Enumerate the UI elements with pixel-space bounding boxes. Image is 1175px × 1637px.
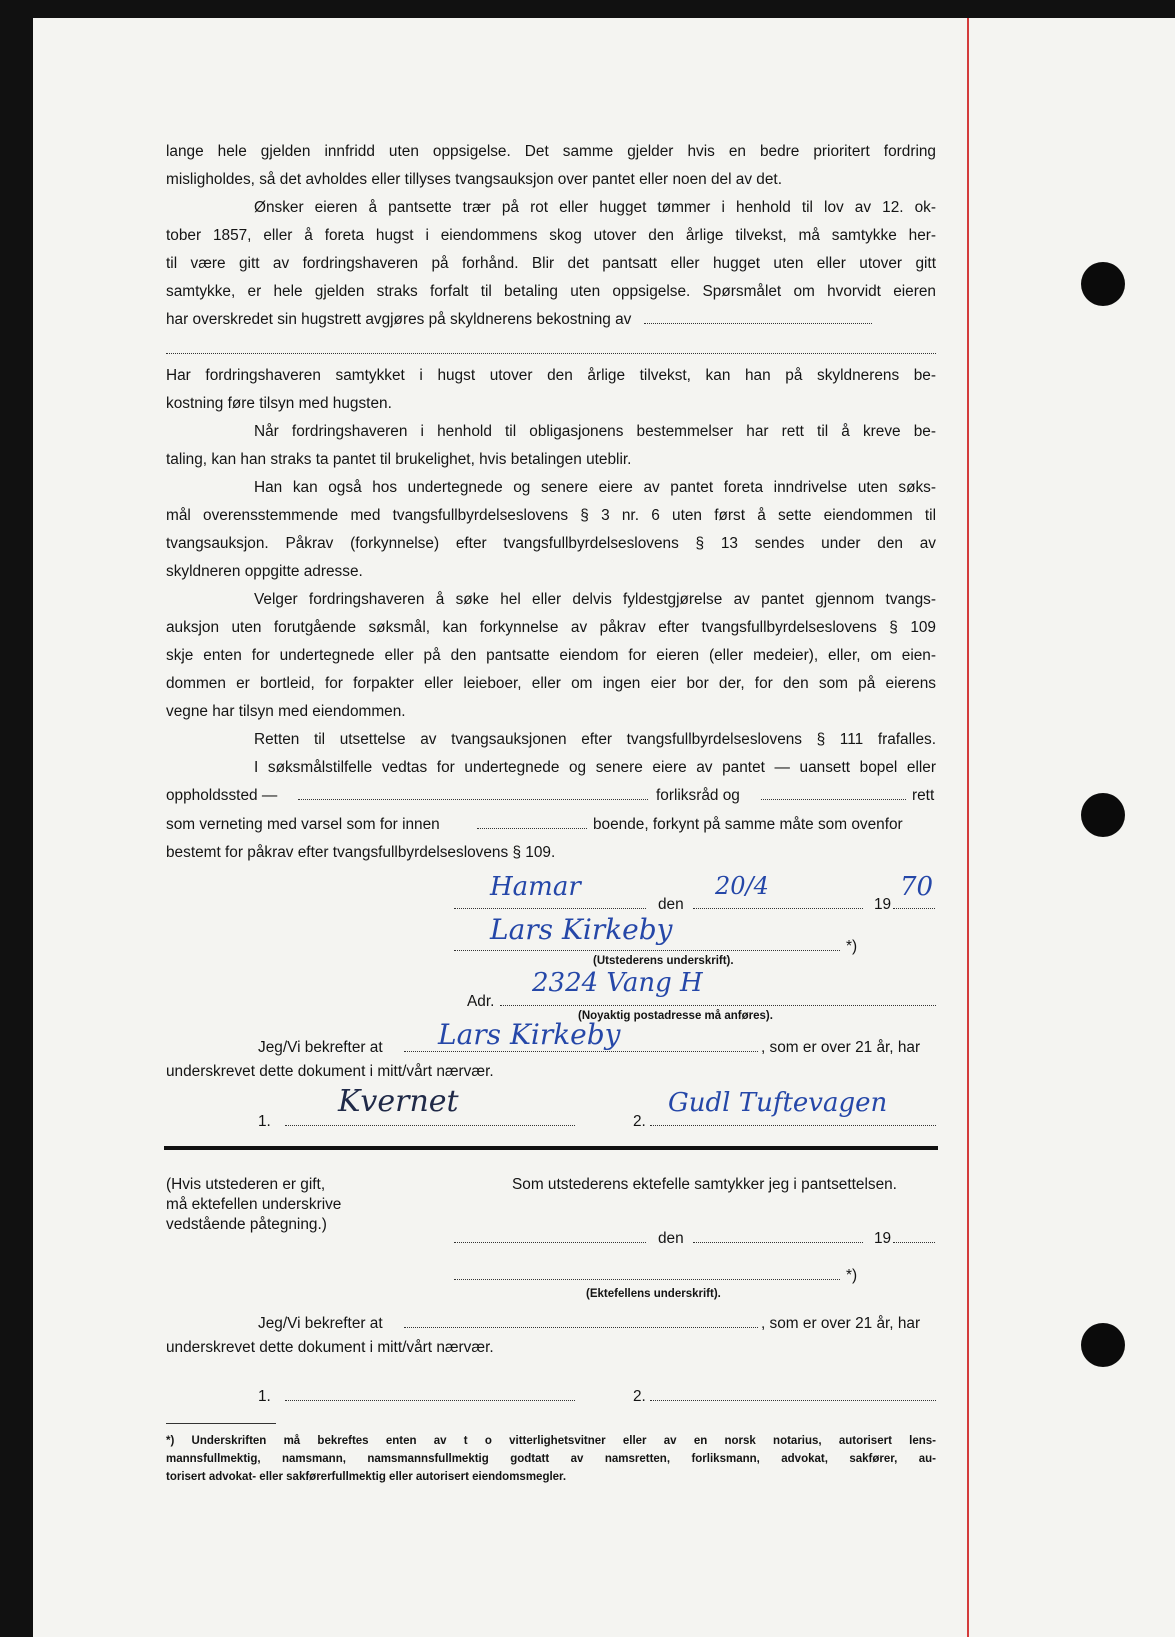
spouse-signature-field xyxy=(454,1266,840,1286)
spouse-note-line: må ektefellen underskrive xyxy=(166,1196,342,1213)
paragraph-line: auksjon uten forutgående søksmål, kan forkynnelse av påkrav efter tvangsfullbyrdelseslovens § 109 xyxy=(166,619,936,636)
punch-hole-middle xyxy=(1081,793,1125,837)
paragraph-line: kostning føre tilsyn med hugsten. xyxy=(166,395,392,412)
footnote-line: mannsfullmektig, namsmann, namsmannsfullmektig godtatt av namsretten, forliksmann, advokat, sakfører, au- xyxy=(166,1453,936,1465)
spouse-witness-2-field xyxy=(650,1387,936,1407)
blank-field xyxy=(761,786,906,806)
paragraph-line: tober 1857, eller å foreta hugst i eiendommens skog utover den årlige tilvekst, må samtykke her- xyxy=(166,227,936,244)
paragraph-line: I søksmålstilfelle vedtas for undertegnede og senere eiere av pantet — uansett bopel eller xyxy=(254,759,936,776)
footnote-line: *) Underskriften må bekreftes enten av t o vitterlighetsvitner eller av en norsk notarius, autorisert lens- xyxy=(166,1435,936,1447)
punch-hole-top xyxy=(1081,262,1125,306)
punch-hole-bottom xyxy=(1081,1323,1125,1367)
blank-field xyxy=(166,340,936,354)
paragraph-line: mål overensstemmende med tvangsfullbyrdelseslovens § 3 nr. 6 uten først å sette eiendommen til xyxy=(166,507,936,524)
paragraph-text: har overskredet sin hugstrett avgjøres på skyldnerens bekostning av xyxy=(166,311,632,328)
paragraph-line: skyldneren oppgitte adresse. xyxy=(166,563,363,580)
section-divider xyxy=(164,1146,938,1150)
signature-caption: (Utstederens underskrift). xyxy=(593,955,734,967)
venue-opphold: oppholdssted — xyxy=(166,787,278,804)
paragraph-line: Velger fordringshaveren å søke hel eller delvis fyldestgjørelse av pantet gjennom tvangs- xyxy=(254,591,936,608)
blank-field xyxy=(477,815,587,835)
blank-field xyxy=(298,786,648,806)
spouse-year-prefix: 19 xyxy=(874,1230,892,1247)
blank-field xyxy=(644,310,872,324)
spouse-bekrefter-label: Jeg/Vi bekrefter at xyxy=(258,1315,383,1332)
paragraph-line: tvangsauksjon. Påkrav (forkynnelse) efter tvangsfullbyrdelseslovens § 13 sendes under den av xyxy=(166,535,936,552)
address-caption: (Noyaktig postadresse må anføres). xyxy=(578,1010,773,1022)
footnote-line: torisert advokat- eller sakførerfullmektig eller autorisert eiendomsmegler. xyxy=(166,1471,567,1483)
spouse-place-field xyxy=(454,1229,646,1249)
hugst-line xyxy=(166,310,936,330)
paragraph-line: Ønsker eieren å pantsette trær på rot eller hugget tømmer i henhold til lov av 12. ok- xyxy=(254,199,936,216)
spouse-date-field xyxy=(693,1229,863,1249)
asterisk: *) xyxy=(846,938,858,955)
den-label: den xyxy=(658,896,684,913)
spouse-witness-1-number: 1. xyxy=(258,1388,271,1405)
paragraph-line: vegne har tilsyn med eiendommen. xyxy=(166,703,406,720)
adr-label: Adr. xyxy=(467,993,495,1010)
spouse-witnessed-field xyxy=(404,1314,758,1334)
spouse-note-line: vedstående påtegning.) xyxy=(166,1216,327,1233)
handwritten-year: 70 xyxy=(900,872,934,902)
spouse-signature-caption: (Ektefellens underskrift). xyxy=(586,1288,721,1300)
paragraph-line: lange hele gjelden innfridd uten oppsigelse. Det samme gjelder hvis en bedre prioritert fordring xyxy=(166,143,936,160)
handwritten-witness-1: Kvernet xyxy=(338,1084,459,1119)
spouse-den-label: den xyxy=(658,1230,684,1247)
handwritten-witnessed-name: Lars Kirkeby xyxy=(438,1018,621,1051)
handwritten-date: 20/4 xyxy=(715,872,769,900)
handwritten-address: 2324 Vang H xyxy=(532,968,703,998)
venue-boende: boende, forkynt på samme måte som ovenfor xyxy=(593,816,903,833)
venue-rett: rett xyxy=(912,787,935,804)
paragraph-line: taling, kan han straks ta pantet til brukelighet, hvis betalingen uteblir. xyxy=(166,451,632,468)
underskrevet-text: underskrevet dette dokument i mitt/vårt nærvær. xyxy=(166,1063,494,1080)
venue-verneting: som verneting med varsel som for innen xyxy=(166,816,440,833)
handwritten-place: Hamar xyxy=(490,872,581,902)
venue-bestemt: bestemt for påkrav efter tvangsfullbyrdelseslovens § 109. xyxy=(166,844,556,861)
paragraph-line: Retten til utsettelse av tvangsauksjonen efter tvangsfullbyrdelseslovens § 111 frafalles. xyxy=(254,731,936,748)
venue-forlik: forliksråd og xyxy=(656,787,740,804)
spouse-witness-1-field xyxy=(285,1387,575,1407)
spouse-asterisk: *) xyxy=(846,1267,858,1284)
blank-line xyxy=(166,340,936,360)
spouse-underskrevet-text: underskrevet dette dokument i mitt/vårt nærvær. xyxy=(166,1339,494,1356)
witness-2-number: 2. xyxy=(633,1113,646,1130)
year-prefix: 19 xyxy=(874,896,892,913)
paragraph-line: skje enten for undertegnede eller på den pantsatte eiendom for eieren (eller medeier), eller, om eien- xyxy=(166,647,936,664)
spouse-over21-text: , som er over 21 år, har xyxy=(761,1315,921,1332)
over21-text: , som er over 21 år, har xyxy=(761,1039,921,1056)
witness-1-number: 1. xyxy=(258,1113,271,1130)
paragraph-line: Har fordringshaveren samtykket i hugst utover den årlige tilvekst, kan han på skyldnerens be- xyxy=(166,367,936,384)
spouse-witness-2-number: 2. xyxy=(633,1388,646,1405)
paragraph-line: misligholdes, så det avholdes eller tillyses tvangsauksjon over pantet eller noen del av det. xyxy=(166,171,782,188)
paragraph-line: Han kan også hos undertegnede og senere eiere av pantet foreta inndrivelse uten søks- xyxy=(254,479,936,496)
red-margin-line xyxy=(967,18,969,1637)
handwritten-signature: Lars Kirkeby xyxy=(490,913,673,946)
spouse-year-field xyxy=(893,1229,935,1249)
footnote-rule xyxy=(166,1423,276,1424)
spouse-consent: Som utstederens ektefelle samtykker jeg i pantsettelsen. xyxy=(512,1176,897,1193)
bekrefter-label: Jeg/Vi bekrefter at xyxy=(258,1039,383,1056)
paragraph-line: samtykke, er hele gjelden straks forfalt til betaling uten oppsigelse. Spørsmålet om hvorvidt eieren xyxy=(166,283,936,300)
handwritten-witness-2: Gudl Tuftevagen xyxy=(668,1088,888,1118)
paragraph-line: til være gitt av fordringshaveren på forhånd. Blir det pantsatt eller hugget uten eller utover gitt xyxy=(166,255,936,272)
paragraph-line: dommen er bortleid, for forpakter eller leieboer, eller om ingen eier bor der, for den som på eierens xyxy=(166,675,936,692)
paragraph-line: Når fordringshaveren i henhold til obligasjonens bestemmelser har rett til å kreve be- xyxy=(254,423,936,440)
spouse-note-line: (Hvis utstederen er gift, xyxy=(166,1176,326,1193)
